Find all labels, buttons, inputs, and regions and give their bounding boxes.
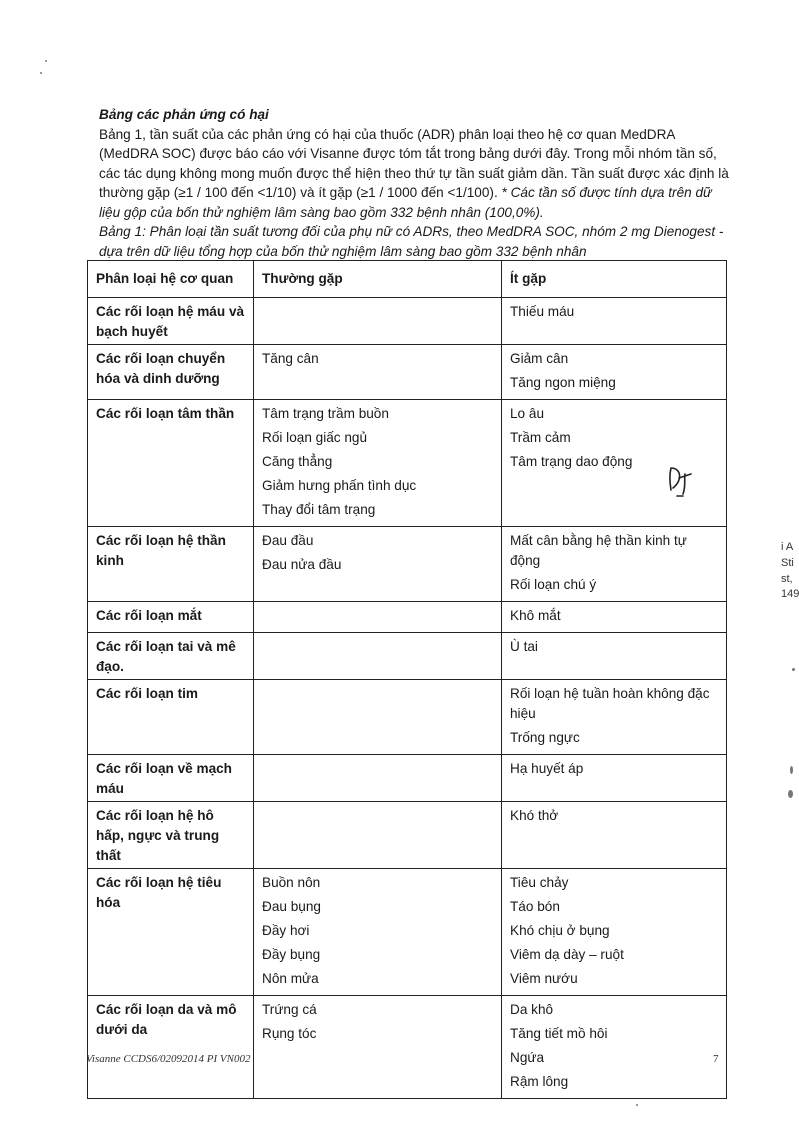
organ-class-cell: Các rối loạn tim — [88, 680, 254, 755]
scan-speck — [45, 60, 47, 62]
reaction-item: Trứng cá — [262, 1002, 317, 1017]
reaction-item: Da khô — [510, 1002, 554, 1017]
reaction-item: Viêm dạ dày – ruột — [510, 947, 624, 962]
reaction-item: Tăng ngon miệng — [510, 375, 616, 390]
scan-speck — [792, 668, 795, 671]
table-body — [88, 298, 727, 1099]
organ-class-cell: Các rối loạn chuyển hóa và dinh dưỡng — [88, 345, 254, 400]
reaction-item: Rụng tóc — [262, 1026, 317, 1041]
footer-page-number: 7 — [713, 1053, 719, 1065]
scan-speck — [636, 1104, 638, 1106]
reaction-item: Căng thẳng — [262, 454, 333, 469]
edge-fragment: i A — [781, 541, 794, 553]
header-common: Thường gặp — [254, 261, 502, 298]
reaction-item: Rậm lông — [510, 1074, 569, 1089]
uncommon-reactions-cell — [502, 400, 727, 527]
reaction-item: Ù tai — [510, 639, 538, 654]
uncommon-reactions-cell — [502, 633, 727, 680]
reaction-item: Khô mắt — [510, 608, 561, 623]
scan-speck — [40, 72, 42, 74]
reaction-item: Tâm trạng trầm buồn — [262, 406, 389, 421]
table-row — [88, 527, 727, 602]
table-row — [88, 802, 727, 869]
table-row — [88, 400, 727, 527]
common-reactions-cell — [254, 400, 502, 527]
organ-class-cell: Các rối loạn hệ hô hấp, ngực và trung thất — [88, 802, 254, 869]
adr-table — [87, 260, 727, 1099]
scan-speck — [788, 790, 793, 798]
handwritten-initials-mark — [665, 464, 699, 500]
reaction-item: Táo bón — [510, 899, 560, 914]
table-row — [88, 633, 727, 680]
intro-paragraph — [99, 125, 729, 223]
reaction-item: Mất cân bằng hệ thần kinh tự động — [510, 533, 687, 568]
reaction-item: Rối loạn chú ý — [510, 577, 597, 592]
organ-class-cell: Các rối loạn da và mô dưới da — [88, 996, 254, 1099]
intro-paragraph-note: * Các tần số được tính dựa trên dữ liệu gộp của bốn thử nghiệm lâm sàng bao gồm 332 bệnh nhân (100,0%). — [99, 185, 712, 220]
reaction-item: Thay đổi tâm trạng — [262, 502, 376, 517]
edge-fragment: Sti — [781, 557, 794, 569]
header-uncommon: Ít gặp — [502, 261, 727, 298]
reaction-item: Tăng cân — [262, 351, 319, 366]
organ-class-cell: Các rối loạn hệ máu và bạch huyết — [88, 298, 254, 345]
organ-class-cell: Các rối loạn về mạch máu — [88, 755, 254, 802]
common-reactions-cell — [254, 996, 502, 1099]
table-row — [88, 298, 727, 345]
reaction-item: Giảm hưng phấn tình dục — [262, 478, 417, 493]
uncommon-reactions-cell — [502, 996, 727, 1099]
reaction-item: Viêm nướu — [510, 971, 578, 986]
table-row — [88, 680, 727, 755]
organ-class-cell: Các rối loạn tâm thần — [88, 400, 254, 527]
common-reactions-cell — [254, 345, 502, 400]
edge-fragment: st, — [781, 573, 793, 585]
common-reactions-cell — [254, 527, 502, 602]
intro-paragraph-text: Bảng 1, tần suất của các phản ứng có hại của thuốc (ADR) phân loại theo hệ cơ quan MedDRA (MedDRA SOC) được báo cáo với Visanne được tóm tắt trong bảng dưới đây. Trong mỗi nhóm tần số, các tác dụng không mong muốn được thể hiện theo thứ tự tần suất giảm dần. Tần suất được xác định là thường gặp (≥1 / 100 đến <1/10) và ít gặp (≥1 / 1000 đến <1/100). — [99, 126, 729, 200]
common-reactions-cell — [254, 633, 502, 680]
reaction-item: Nôn mửa — [262, 971, 319, 986]
table-row — [88, 869, 727, 996]
reaction-item: Đầy bụng — [262, 947, 321, 962]
table-header-row — [88, 261, 727, 298]
reaction-item: Đầy hơi — [262, 923, 310, 938]
intro-section — [99, 105, 729, 261]
table-caption: Bảng 1: Phân loại tần suất tương đối của phụ nữ có ADRs, theo MedDRA SOC, nhóm 2 mg Dienogest - dựa trên dữ liệu tổng hợp của bốn thử nghiệm lâm sàng bao gồm 332 bệnh nhân — [99, 224, 724, 259]
common-reactions-cell — [254, 869, 502, 996]
organ-class-cell: Các rối loạn hệ tiêu hóa — [88, 869, 254, 996]
scan-speck — [790, 766, 793, 774]
reaction-item: Trầm cảm — [510, 430, 571, 445]
reaction-item: Đau đầu — [262, 533, 314, 548]
header-organ-class: Phân loại hệ cơ quan — [88, 261, 254, 298]
uncommon-reactions-cell — [502, 869, 727, 996]
table-row — [88, 996, 727, 1099]
reaction-item: Rối loạn hệ tuần hoàn không đặc hiệu — [510, 686, 710, 721]
section-heading: Bảng các phản ứng có hại — [99, 107, 269, 122]
reaction-item: Trống ngực — [510, 730, 580, 745]
uncommon-reactions-cell — [502, 755, 727, 802]
uncommon-reactions-cell — [502, 602, 727, 633]
uncommon-reactions-cell — [502, 527, 727, 602]
reaction-item: Tâm trạng dao động — [510, 454, 633, 469]
table-row — [88, 345, 727, 400]
reaction-item: Lo âu — [510, 406, 545, 421]
common-reactions-cell — [254, 298, 502, 345]
reaction-item: Tiêu chảy — [510, 875, 569, 890]
common-reactions-cell — [254, 802, 502, 869]
reaction-item: Khó chịu ở bụng — [510, 923, 610, 938]
reaction-item: Khó thở — [510, 808, 559, 823]
uncommon-reactions-cell — [502, 345, 727, 400]
reaction-item: Ngứa — [510, 1050, 545, 1065]
reaction-item: Giảm cân — [510, 351, 569, 366]
reaction-item: Hạ huyết áp — [510, 761, 584, 776]
edge-fragment: 149 — [781, 588, 799, 600]
footer-document-code: Visanne CCDS6/02092014 PI VN002 — [86, 1053, 251, 1065]
table-row — [88, 755, 727, 802]
common-reactions-cell — [254, 680, 502, 755]
organ-class-cell: Các rối loạn hệ thần kinh — [88, 527, 254, 602]
reaction-item: Thiếu máu — [510, 304, 575, 319]
common-reactions-cell — [254, 602, 502, 633]
common-reactions-cell — [254, 755, 502, 802]
reaction-item: Rối loạn giấc ngủ — [262, 430, 368, 445]
uncommon-reactions-cell — [502, 802, 727, 869]
uncommon-reactions-cell — [502, 680, 727, 755]
reaction-item: Đau bụng — [262, 899, 321, 914]
reaction-item: Đau nửa đầu — [262, 557, 342, 572]
organ-class-cell: Các rối loạn tai và mê đạo. — [88, 633, 254, 680]
reaction-item: Tăng tiết mồ hôi — [510, 1026, 608, 1041]
table-row — [88, 602, 727, 633]
organ-class-cell: Các rối loạn mắt — [88, 602, 254, 633]
reaction-item: Buồn nôn — [262, 875, 321, 890]
uncommon-reactions-cell — [502, 298, 727, 345]
